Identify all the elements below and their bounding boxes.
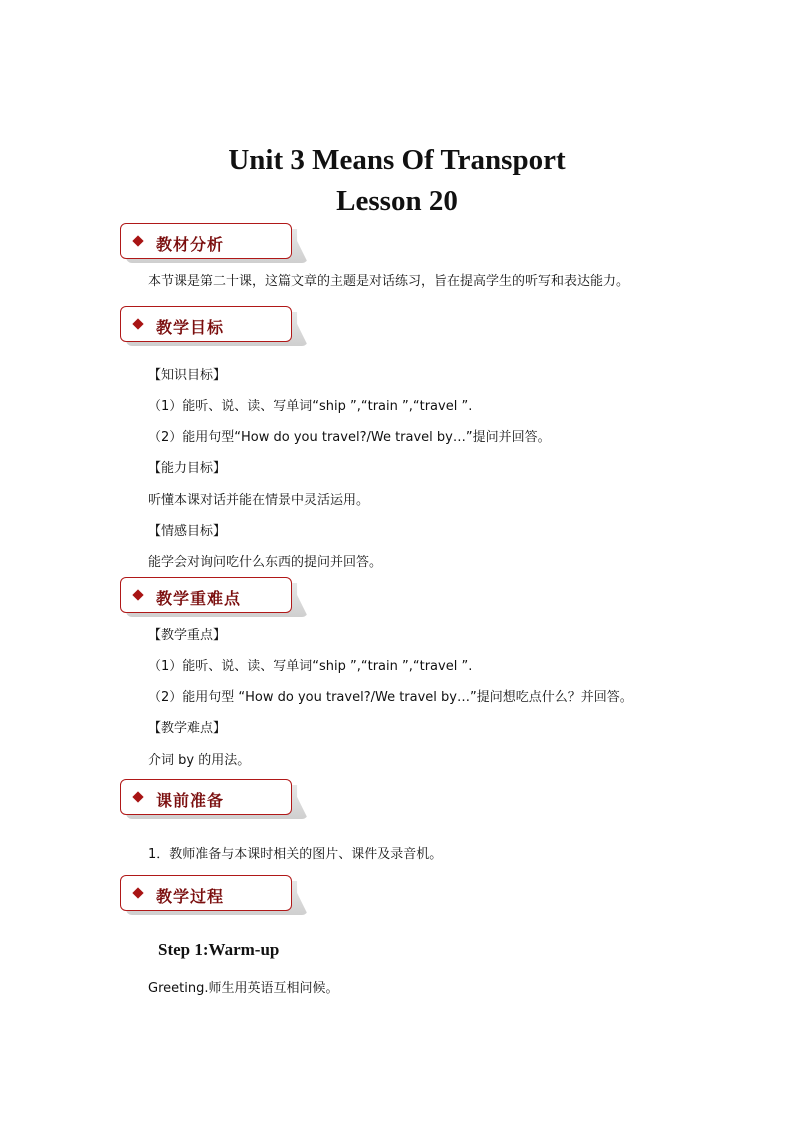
diamond-bullet-icon [132, 589, 143, 600]
section-header-label: 教学重难点 [156, 589, 242, 608]
key-point-2: （2）能用句型 “How do you travel?/We travel by…”提问想吃点什么？并回答。 [148, 690, 633, 705]
diamond-bullet-icon [132, 791, 143, 802]
key-points-heading: 【教学重点】 [148, 628, 227, 643]
ability-goal-text: 听懂本课对话并能在情景中灵活运用。 [148, 493, 370, 508]
section-header-box [120, 577, 292, 613]
diamond-bullet-icon [132, 235, 143, 246]
section-header-key-points [120, 577, 310, 617]
section-header-box [120, 875, 292, 911]
emotion-goal-heading: 【情感目标】 [148, 524, 227, 539]
section-header-process [120, 875, 310, 915]
section-header-goals [120, 306, 310, 346]
section-header-label: 教学过程 [156, 887, 225, 906]
document-title: Unit 3 Means Of Transport [228, 144, 566, 176]
ability-goal-heading: 【能力目标】 [148, 461, 227, 476]
knowledge-goal-1: （1）能听、说、读、写单词“ship ”,“train ”,“travel ”. [148, 399, 473, 414]
emotion-goal-text: 能学会对询问吃什么东西的提问并回答。 [148, 555, 383, 570]
section-header-preparation [120, 779, 310, 819]
difficult-points-heading: 【教学难点】 [148, 721, 227, 736]
diamond-bullet-icon [132, 318, 143, 329]
diamond-bullet-icon [132, 887, 143, 898]
section-header-label: 课前准备 [156, 791, 225, 810]
section-header-box [120, 223, 292, 259]
section-header-analysis [120, 223, 310, 263]
analysis-text: 本节课是第二十课，这篇文章的主题是对话练习，旨在提高学生的听写和表达能力。 [148, 274, 630, 289]
step-1-text: Greeting.师生用英语互相问候。 [148, 981, 339, 996]
key-point-1: （1）能听、说、读、写单词“ship ”,“train ”,“travel ”. [148, 659, 473, 674]
preparation-text: 1．教师准备与本课时相关的图片、课件及录音机。 [148, 847, 443, 862]
knowledge-goal-2: （2）能用句型“How do you travel?/We travel by…”提问并回答。 [148, 430, 551, 445]
section-header-label: 教学目标 [156, 318, 225, 337]
section-header-box [120, 306, 292, 342]
section-header-label: 教材分析 [156, 235, 225, 254]
knowledge-goal-heading: 【知识目标】 [148, 368, 227, 383]
step-1-title: Step 1:Warm-up [158, 940, 280, 959]
section-header-box [120, 779, 292, 815]
lesson-subtitle: Lesson 20 [336, 185, 458, 217]
difficult-points-text: 介词 by 的用法。 [148, 753, 251, 768]
